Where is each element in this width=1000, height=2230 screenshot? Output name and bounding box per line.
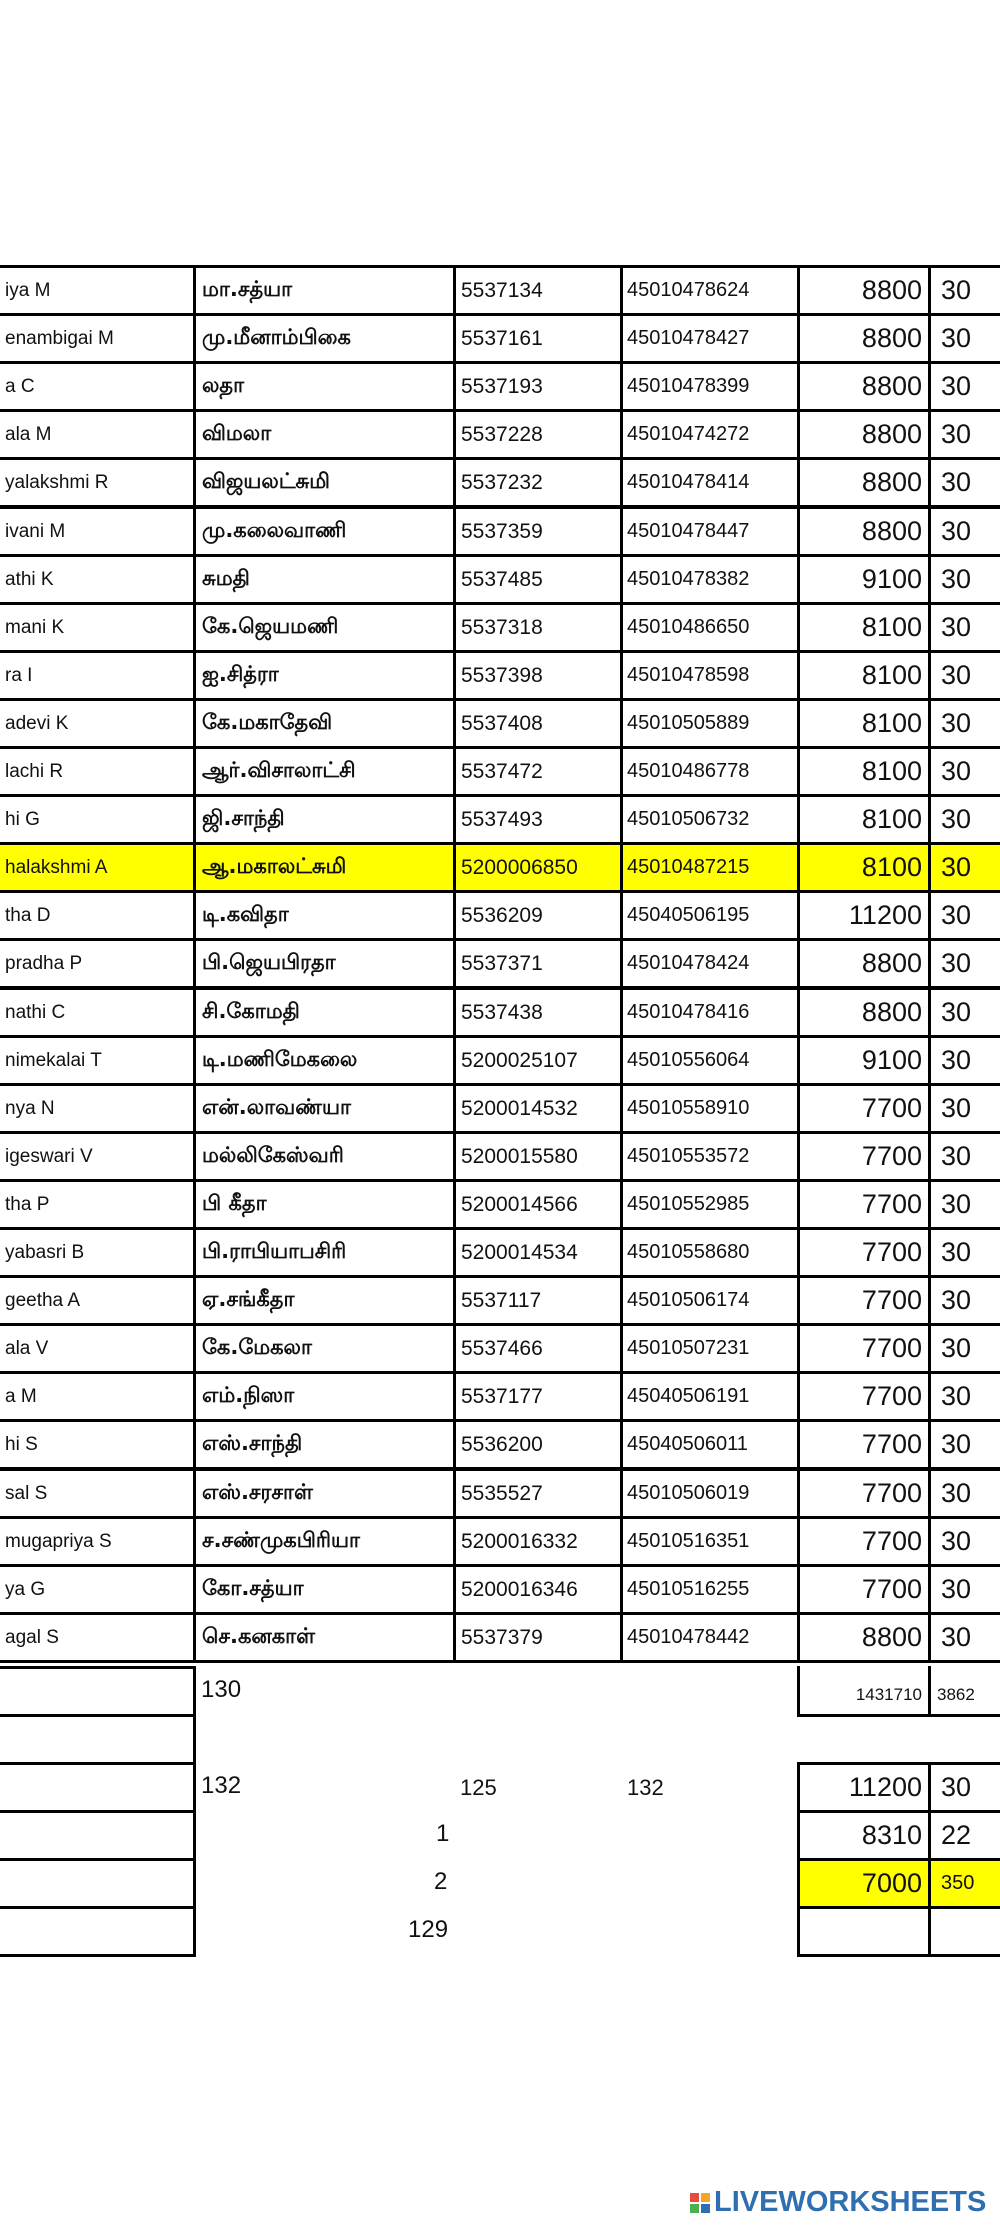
- summary-amount-cell-1: [797, 1762, 931, 1813]
- row-code: 5537371: [453, 938, 623, 989]
- row-code: 5537472: [453, 746, 623, 797]
- row-amount: 11200: [797, 890, 931, 941]
- row-amount: 9100: [797, 554, 931, 605]
- row-tamil-name: மல்லிகேஸ்வரி: [193, 1131, 456, 1182]
- row-name: pradha P: [0, 938, 196, 989]
- row-extra: 30: [928, 650, 1000, 701]
- row-extra: 30: [928, 265, 1000, 316]
- row-name: hi S: [0, 1419, 196, 1470]
- row-account-number: 45010506732: [620, 794, 800, 845]
- row-extra: 30: [928, 409, 1000, 460]
- liveworksheets-watermark: [690, 2186, 986, 2219]
- row-account-number: 45010556064: [620, 1035, 800, 1086]
- row-name: nya N: [0, 1083, 196, 1134]
- totals-name-cell: [0, 1666, 196, 1717]
- summary-name-cell-2: [0, 1810, 196, 1861]
- row-extra: 30: [928, 457, 1000, 508]
- row-code: 5535527: [453, 1468, 623, 1519]
- row-account-number: 45010474272: [620, 409, 800, 460]
- row-name: enambigai M: [0, 313, 196, 364]
- row-code: 5537398: [453, 650, 623, 701]
- summary-line4-count: 129: [408, 1916, 449, 1943]
- row-extra: 30: [928, 746, 1000, 797]
- row-extra: 30: [928, 938, 1000, 989]
- row-code: 5537485: [453, 554, 623, 605]
- row-code: 5537134: [453, 265, 623, 316]
- row-extra: 30: [928, 890, 1000, 941]
- row-amount: 8800: [797, 987, 931, 1038]
- row-name: adevi K: [0, 698, 196, 749]
- row-extra: 30: [928, 554, 1000, 605]
- row-account-number: 45010487215: [620, 842, 800, 893]
- empty-name-cell: [0, 1714, 196, 1765]
- row-code: 5200014566: [453, 1179, 623, 1230]
- row-amount: 7700: [797, 1516, 931, 1567]
- row-tamil-name: எஸ்.சாந்தி: [193, 1419, 456, 1470]
- row-name: ya G: [0, 1564, 196, 1615]
- row-extra: 30: [928, 1179, 1000, 1230]
- row-code: 5536200: [453, 1419, 623, 1470]
- row-extra: 30: [928, 1275, 1000, 1326]
- row-name: a C: [0, 361, 196, 412]
- row-account-number: 45010478399: [620, 361, 800, 412]
- row-account-number: 45010478414: [620, 457, 800, 508]
- row-tamil-name: மு.கலைவாணி: [193, 506, 456, 557]
- row-tamil-name: பி.ராபியாபசிரி: [193, 1227, 456, 1278]
- row-code: 5537318: [453, 602, 623, 653]
- row-amount: 7700: [797, 1227, 931, 1278]
- row-amount: 8800: [797, 1612, 931, 1663]
- row-code: 5537408: [453, 698, 623, 749]
- row-code: 5537117: [453, 1275, 623, 1326]
- row-account-number: 45010478442: [620, 1612, 800, 1663]
- row-account-number: 45010558910: [620, 1083, 800, 1134]
- row-amount: 8800: [797, 506, 931, 557]
- row-tamil-name: சுமதி: [193, 554, 456, 605]
- row-code: 5537466: [453, 1323, 623, 1374]
- row-extra: 30: [928, 1516, 1000, 1567]
- total-count: 130: [201, 1676, 242, 1703]
- summary-extra-cell-1: [928, 1762, 1000, 1813]
- row-extra: 30: [928, 842, 1000, 893]
- liveworksheets-logo-icon: [690, 2193, 710, 2213]
- row-amount: 7700: [797, 1564, 931, 1615]
- summary-amount-cell-3: [797, 1858, 931, 1909]
- row-account-number: 45010486650: [620, 602, 800, 653]
- row-amount: 8800: [797, 938, 931, 989]
- row-tamil-name: ச.சண்முகபிரியா: [193, 1516, 456, 1567]
- summary-line3-count: 2: [434, 1868, 448, 1895]
- summary-line2-extra: 22: [941, 1820, 972, 1850]
- row-extra: 30: [928, 1035, 1000, 1086]
- summary-extra-cell-2: [928, 1810, 1000, 1861]
- row-amount: 8100: [797, 746, 931, 797]
- row-amount: 7700: [797, 1323, 931, 1374]
- summary-line3-extra: 350: [941, 1872, 975, 1894]
- summary-line2-count: 1: [436, 1820, 450, 1847]
- row-tamil-name: சி.கோமதி: [193, 987, 456, 1038]
- row-code: 5537193: [453, 361, 623, 412]
- row-amount: 7700: [797, 1275, 931, 1326]
- total-amount-cell: [797, 1666, 931, 1717]
- row-tamil-name: ஏ.சங்கீதா: [193, 1275, 456, 1326]
- row-amount: 8100: [797, 698, 931, 749]
- row-amount: 7700: [797, 1419, 931, 1470]
- row-account-number: 45010478382: [620, 554, 800, 605]
- total-amount: 1431710: [855, 1685, 922, 1704]
- row-amount: 8800: [797, 409, 931, 460]
- row-tamil-name: பி கீதா: [193, 1179, 456, 1230]
- summary-amount-cell-2: [797, 1810, 931, 1861]
- row-code: 5200014534: [453, 1227, 623, 1278]
- row-tamil-name: ஆ.மகாலட்சுமி: [193, 842, 456, 893]
- row-account-number: 45010516351: [620, 1516, 800, 1567]
- row-tamil-name: கே.ஜெயமணி: [193, 602, 456, 653]
- row-name: halakshmi A: [0, 842, 196, 893]
- row-account-number: 45040506011: [620, 1419, 800, 1470]
- row-amount: 8100: [797, 794, 931, 845]
- row-extra: 30: [928, 1083, 1000, 1134]
- row-extra: 30: [928, 506, 1000, 557]
- row-account-number: 45010507231: [620, 1323, 800, 1374]
- row-name: athi K: [0, 554, 196, 605]
- row-extra: 30: [928, 1131, 1000, 1182]
- row-code: 5200016346: [453, 1564, 623, 1615]
- row-account-number: 45010516255: [620, 1564, 800, 1615]
- row-extra: 30: [928, 1419, 1000, 1470]
- row-name: tha P: [0, 1179, 196, 1230]
- row-name: ivani M: [0, 506, 196, 557]
- row-account-number: 45010506019: [620, 1468, 800, 1519]
- row-name: ala V: [0, 1323, 196, 1374]
- row-tamil-name: ஐ.சித்ரா: [193, 650, 456, 701]
- row-name: tha D: [0, 890, 196, 941]
- row-amount: 7700: [797, 1371, 931, 1422]
- row-amount: 8100: [797, 602, 931, 653]
- row-amount: 8800: [797, 313, 931, 364]
- summary-name-cell-4: [0, 1906, 196, 1957]
- row-account-number: 45010478424: [620, 938, 800, 989]
- row-extra: 30: [928, 698, 1000, 749]
- row-extra: 30: [928, 1227, 1000, 1278]
- row-tamil-name: விமலா: [193, 409, 456, 460]
- row-name: a M: [0, 1371, 196, 1422]
- row-extra: 30: [928, 361, 1000, 412]
- summary-name-cell-3: [0, 1858, 196, 1909]
- row-extra: 30: [928, 313, 1000, 364]
- row-name: iya M: [0, 265, 196, 316]
- row-name: mani K: [0, 602, 196, 653]
- summary-line2-amount: 8310: [861, 1820, 922, 1850]
- row-code: 5537177: [453, 1371, 623, 1422]
- row-tamil-name: பி.ஜெயபிரதா: [193, 938, 456, 989]
- row-extra: 30: [928, 794, 1000, 845]
- row-account-number: 45010478416: [620, 987, 800, 1038]
- row-account-number: 45010558680: [620, 1227, 800, 1278]
- row-account-number: 45010478624: [620, 265, 800, 316]
- row-tamil-name: செ.கனகாள்: [193, 1612, 456, 1663]
- row-extra: 30: [928, 1323, 1000, 1374]
- row-account-number: 45010478447: [620, 506, 800, 557]
- row-extra: 30: [928, 1468, 1000, 1519]
- row-name: sal S: [0, 1468, 196, 1519]
- row-account-number: 45040506195: [620, 890, 800, 941]
- total-extra-cell: [928, 1666, 1000, 1717]
- row-code: 5537232: [453, 457, 623, 508]
- row-account-number: 45040506191: [620, 1371, 800, 1422]
- row-amount: 7700: [797, 1179, 931, 1230]
- row-extra: 30: [928, 1564, 1000, 1615]
- row-code: 5537161: [453, 313, 623, 364]
- summary-count-b: 125: [460, 1775, 497, 1800]
- row-code: 5537438: [453, 987, 623, 1038]
- row-tamil-name: கே.மகாதேவி: [193, 698, 456, 749]
- summary-name-cell-1: [0, 1762, 196, 1813]
- total-extra: 3862: [937, 1685, 975, 1704]
- row-account-number: 45010506174: [620, 1275, 800, 1326]
- row-code: 5200015580: [453, 1131, 623, 1182]
- row-tamil-name: லதா: [193, 361, 456, 412]
- row-code: 5200016332: [453, 1516, 623, 1567]
- row-code: 5537228: [453, 409, 623, 460]
- row-extra: 30: [928, 1371, 1000, 1422]
- row-name: ala M: [0, 409, 196, 460]
- summary-line3-amount: 7000: [861, 1868, 922, 1898]
- row-tamil-name: ஆர்.விசாலாட்சி: [193, 746, 456, 797]
- row-name: mugapriya S: [0, 1516, 196, 1567]
- row-code: 5200006850: [453, 842, 623, 893]
- row-account-number: 45010478427: [620, 313, 800, 364]
- row-code: 5537359: [453, 506, 623, 557]
- row-code: 5200014532: [453, 1083, 623, 1134]
- row-name: ra I: [0, 650, 196, 701]
- row-amount: 8100: [797, 650, 931, 701]
- row-amount: 7700: [797, 1083, 931, 1134]
- row-tamil-name: டி.கவிதா: [193, 890, 456, 941]
- row-amount: 7700: [797, 1468, 931, 1519]
- row-tamil-name: மு.மீனாம்பிகை: [193, 313, 456, 364]
- row-name: lachi R: [0, 746, 196, 797]
- row-account-number: 45010505889: [620, 698, 800, 749]
- row-account-number: 45010553572: [620, 1131, 800, 1182]
- row-code: 5537379: [453, 1612, 623, 1663]
- summary-max-extra: 30: [941, 1772, 972, 1802]
- summary-max-amount: 11200: [848, 1772, 922, 1802]
- summary-count-c: 132: [627, 1775, 664, 1800]
- row-tamil-name: எம்.நிஸா: [193, 1371, 456, 1422]
- row-tamil-name: விஜயலட்சுமி: [193, 457, 456, 508]
- row-account-number: 45010486778: [620, 746, 800, 797]
- row-extra: 30: [928, 602, 1000, 653]
- row-amount: 8100: [797, 842, 931, 893]
- row-name: hi G: [0, 794, 196, 845]
- row-code: 5200025107: [453, 1035, 623, 1086]
- row-extra: 30: [928, 987, 1000, 1038]
- row-amount: 8800: [797, 457, 931, 508]
- row-tamil-name: டி.மணிமேகலை: [193, 1035, 456, 1086]
- row-name: geetha A: [0, 1275, 196, 1326]
- summary-amount-cell-4: [797, 1906, 931, 1957]
- summary-extra-cell-3: [928, 1858, 1000, 1909]
- row-tamil-name: ஜி.சாந்தி: [193, 794, 456, 845]
- summary-extra-cell-4: [928, 1906, 1000, 1957]
- row-name: igeswari V: [0, 1131, 196, 1182]
- row-tamil-name: கோ.சத்யா: [193, 1564, 456, 1615]
- row-extra: 30: [928, 1612, 1000, 1663]
- row-tamil-name: கே.மேகலா: [193, 1323, 456, 1374]
- row-code: 5537493: [453, 794, 623, 845]
- summary-count-a: 132: [201, 1772, 242, 1799]
- row-name: yabasri B: [0, 1227, 196, 1278]
- row-amount: 7700: [797, 1131, 931, 1182]
- row-amount: 8800: [797, 361, 931, 412]
- row-account-number: 45010552985: [620, 1179, 800, 1230]
- row-amount: 8800: [797, 265, 931, 316]
- row-tamil-name: எஸ்.சரசாள்: [193, 1468, 456, 1519]
- row-code: 5536209: [453, 890, 623, 941]
- row-account-number: 45010478598: [620, 650, 800, 701]
- row-name: agal S: [0, 1612, 196, 1663]
- row-name: yalakshmi R: [0, 457, 196, 508]
- row-name: nimekalai T: [0, 1035, 196, 1086]
- watermark-text: LIVEWORKSHEETS: [714, 2186, 987, 2218]
- row-name: nathi C: [0, 987, 196, 1038]
- row-tamil-name: என்.லாவண்யா: [193, 1083, 456, 1134]
- row-tamil-name: மா.சத்யா: [193, 265, 456, 316]
- row-amount: 9100: [797, 1035, 931, 1086]
